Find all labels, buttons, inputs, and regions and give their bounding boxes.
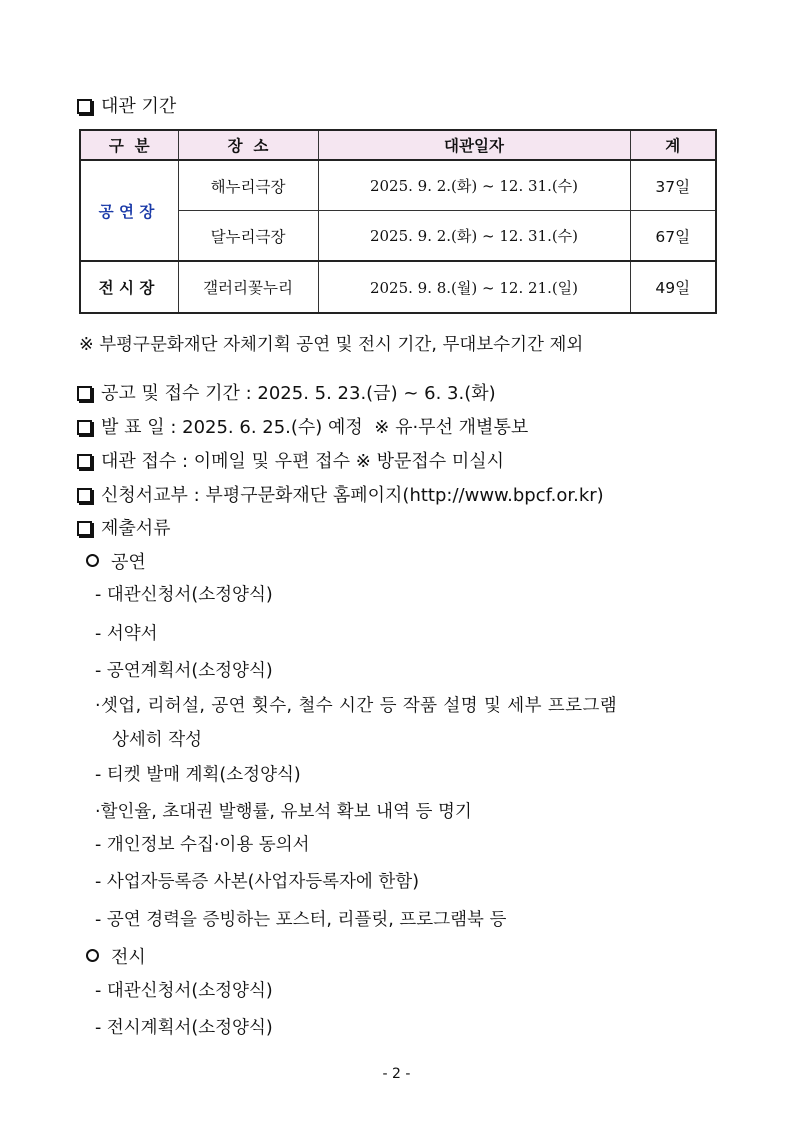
table-header-row xyxy=(80,130,716,160)
exhibition-heading: 전시 xyxy=(86,943,146,969)
list-item: - 공연계획서(소정양식) xyxy=(95,661,273,681)
total-cell: 37일 xyxy=(630,160,716,211)
checkbox-icon xyxy=(77,386,92,401)
info-item: 발 표 일 : 2025. 6. 25.(수) 예정 ※ 유·무선 개별통보 xyxy=(77,413,528,439)
circle-bullet-icon xyxy=(86,949,99,962)
checkbox-icon xyxy=(77,420,92,435)
table-row xyxy=(80,261,716,313)
list-item: - 티켓 발매 계획(소정양식) xyxy=(95,765,301,785)
category-cell: 전시장 xyxy=(80,261,178,313)
checkbox-icon xyxy=(77,99,92,114)
dates-cell: 2025. 9. 8.(월) ~ 12. 21.(일) xyxy=(318,261,630,313)
checkbox-icon xyxy=(77,454,92,469)
info-item: 대관 접수 : 이메일 및 우편 접수 ※ 방문접수 미실시 xyxy=(77,447,504,473)
venue-cell: 갤러리꽃누리 xyxy=(178,261,318,313)
header-category: 구 분 xyxy=(80,130,178,160)
page-number: - 2 - xyxy=(382,1066,411,1082)
info-item: 공고 및 접수 기간 : 2025. 5. 23.(금) ~ 6. 3.(화) xyxy=(77,379,496,405)
list-item: ·셋업, 리허설, 공연 횟수, 철수 시간 등 작품 설명 및 세부 프로그램 xyxy=(95,696,618,716)
list-item: ·할인율, 초대권 발행률, 유보석 확보 내역 등 명기 xyxy=(95,802,472,822)
info-item: 신청서교부 : 부평구문화재단 홈페이지(http://www.bpcf.or.kr) xyxy=(77,481,604,507)
circle-bullet-icon xyxy=(86,554,99,567)
table-row xyxy=(80,160,716,211)
exclusion-note: ※ 부평구문화재단 자체기획 공연 및 전시 기간, 무대보수기간 제외 xyxy=(79,335,584,355)
rental-period-table xyxy=(79,129,717,314)
venue-cell: 달누리극장 xyxy=(178,211,318,262)
venue-cell: 해누리극장 xyxy=(178,160,318,211)
list-item: - 개인정보 수집·이용 동의서 xyxy=(95,835,310,855)
checkbox-icon xyxy=(77,488,92,503)
list-item: - 전시계획서(소정양식) xyxy=(95,1018,273,1038)
dates-cell: 2025. 9. 2.(화) ~ 12. 31.(수) xyxy=(318,160,630,211)
list-item: - 공연 경력을 증빙하는 포스터, 리플릿, 프로그램북 등 xyxy=(95,910,507,930)
total-cell: 49일 xyxy=(630,261,716,313)
dates-cell: 2025. 9. 2.(화) ~ 12. 31.(수) xyxy=(318,211,630,262)
list-item: - 사업자등록증 사본(사업자등록자에 한함) xyxy=(95,872,420,892)
list-item: 상세히 작성 xyxy=(112,730,203,750)
section-period-heading: 대관 기간 xyxy=(77,92,176,118)
list-item: - 대관신청서(소정양식) xyxy=(95,981,273,1001)
list-item: - 대관신청서(소정양식) xyxy=(95,585,273,605)
list-item: - 서약서 xyxy=(95,624,158,644)
total-cell: 67일 xyxy=(630,211,716,262)
header-total: 계 xyxy=(630,130,716,160)
category-cell: 공연장 xyxy=(80,160,178,261)
checkbox-icon xyxy=(77,521,92,536)
header-dates: 대관일자 xyxy=(318,130,630,160)
performance-heading: 공연 xyxy=(86,548,146,574)
header-venue: 장 소 xyxy=(178,130,318,160)
info-item: 제출서류 xyxy=(77,514,171,540)
